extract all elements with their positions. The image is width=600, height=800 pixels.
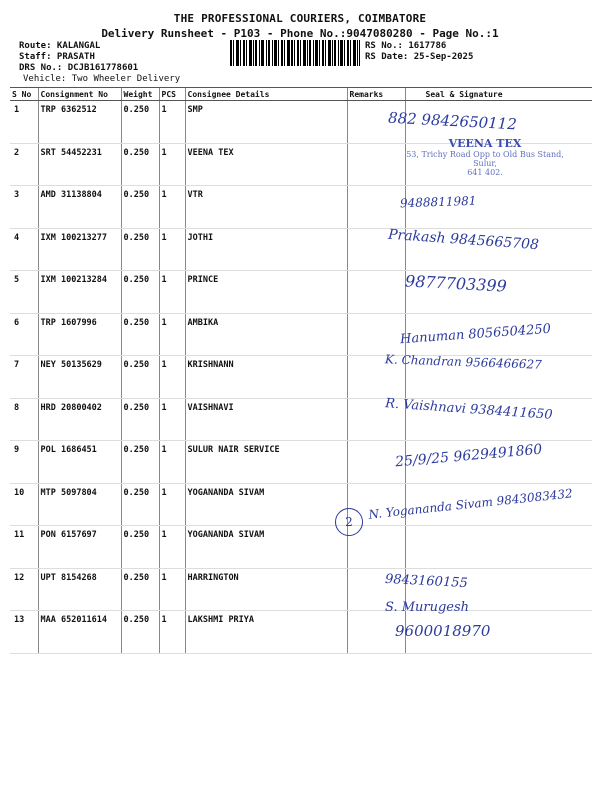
cell-pcs: 1 bbox=[159, 356, 185, 399]
cell-pcs: 1 bbox=[159, 611, 185, 654]
cell-weight: 0.250 bbox=[121, 313, 159, 356]
cell-sno: 7 bbox=[10, 356, 38, 399]
cell-pcs: 1 bbox=[159, 398, 185, 441]
signature-row-9: 25/9/25 9629491860 bbox=[394, 441, 543, 471]
cell-sno: 2 bbox=[10, 143, 38, 186]
cell-consignee: YOGANANDA SIVAM bbox=[185, 483, 347, 526]
barcode-image bbox=[230, 40, 360, 66]
cell-consignee: KRISHNANN bbox=[185, 356, 347, 399]
signature-row-7: K. Chandran 9566466627 bbox=[384, 352, 543, 372]
cell-consignee: VTR bbox=[185, 186, 347, 229]
cell-weight: 0.250 bbox=[121, 101, 159, 144]
cell-weight: 0.250 bbox=[121, 271, 159, 314]
cell-weight: 0.250 bbox=[121, 568, 159, 611]
cell-consignment: NEY 50135629 bbox=[38, 356, 121, 399]
cell-sno: 11 bbox=[10, 526, 38, 569]
cell-consignee: SULUR NAIR SERVICE bbox=[185, 441, 347, 484]
drs-number: DRS No.: DCJB161778601 bbox=[19, 63, 139, 73]
cell-consignee: VEENA TEX bbox=[185, 143, 347, 186]
signature-row-1: 882 9842650112 bbox=[387, 108, 518, 134]
table-row bbox=[10, 568, 592, 611]
cell-weight: 0.250 bbox=[121, 356, 159, 399]
stamp-name: VEENA TEX bbox=[448, 137, 522, 150]
cell-sno: 1 bbox=[10, 101, 38, 144]
cell-weight: 0.250 bbox=[121, 611, 159, 654]
cell-weight: 0.250 bbox=[121, 228, 159, 271]
cell-consignee: SMP bbox=[185, 101, 347, 144]
cell-consignment: TRP 1607996 bbox=[38, 313, 121, 356]
cell-pcs: 1 bbox=[159, 441, 185, 484]
runsheet-rows bbox=[10, 101, 592, 654]
cell-remarks bbox=[347, 186, 405, 229]
cell-pcs: 1 bbox=[159, 313, 185, 356]
cell-consignment: POL 1686451 bbox=[38, 441, 121, 484]
cell-consignee: YOGANANDA SIVAM bbox=[185, 526, 347, 569]
cell-weight: 0.250 bbox=[121, 186, 159, 229]
cell-consignment: TRP 6362512 bbox=[38, 101, 121, 144]
stamp-address-line1: 53, Trichy Road Opp to Old Bus Stand, bbox=[406, 150, 564, 159]
col-header-consignee: Consignee Details bbox=[185, 88, 347, 101]
stamp-address-line2: Sulur, bbox=[473, 159, 497, 168]
cell-consignee: VAISHNAVI bbox=[185, 398, 347, 441]
cell-consignee: JOTHI bbox=[185, 228, 347, 271]
cell-pcs: 1 bbox=[159, 228, 185, 271]
cell-consignee: PRINCE bbox=[185, 271, 347, 314]
signature-row-5: 9877703399 bbox=[404, 271, 508, 296]
signature-row-12: 9843160155 bbox=[384, 571, 469, 592]
cell-sno: 6 bbox=[10, 313, 38, 356]
cell-sno: 4 bbox=[10, 228, 38, 271]
table-row bbox=[10, 186, 592, 229]
cell-pcs: 1 bbox=[159, 568, 185, 611]
cell-pcs: 1 bbox=[159, 101, 185, 144]
cell-sno: 9 bbox=[10, 441, 38, 484]
cell-consignee: AMBIKA bbox=[185, 313, 347, 356]
cell-consignment: PON 6157697 bbox=[38, 526, 121, 569]
cell-pcs: 1 bbox=[159, 483, 185, 526]
cell-signature bbox=[405, 526, 592, 569]
col-header-weight: Weight bbox=[121, 88, 159, 101]
table-row bbox=[10, 526, 592, 569]
col-header-signature: Seal & Signature bbox=[405, 88, 592, 101]
staff-label: Staff: PRASATH bbox=[19, 52, 95, 62]
signature-row-3: 9488811981 bbox=[399, 193, 477, 211]
cell-weight: 0.250 bbox=[121, 483, 159, 526]
cell-consignment: HRD 20800402 bbox=[38, 398, 121, 441]
cell-consignment: AMD 31138804 bbox=[38, 186, 121, 229]
cell-pcs: 1 bbox=[159, 526, 185, 569]
cell-weight: 0.250 bbox=[121, 441, 159, 484]
signature-row-13: S. Murugesh bbox=[385, 600, 470, 615]
cell-sno: 8 bbox=[10, 398, 38, 441]
cell-sno: 3 bbox=[10, 186, 38, 229]
cell-consignment: IXM 100213284 bbox=[38, 271, 121, 314]
signature-row-4: Prakash 9845665708 bbox=[387, 226, 540, 254]
signature-row-6: Hanuman 8056504250 bbox=[399, 321, 552, 348]
vehicle-label: Vehicle: Two Wheeler Delivery bbox=[23, 74, 181, 84]
col-header-remarks: Remarks bbox=[347, 88, 405, 101]
cell-consignment: IXM 100213277 bbox=[38, 228, 121, 271]
col-header-pcs: PCS bbox=[159, 88, 185, 101]
col-header-sno: S No bbox=[10, 88, 38, 101]
company-title: THE PROFESSIONAL COURIERS, COIMBATORE bbox=[173, 12, 427, 25]
rs-date: RS Date: 25-Sep-2025 bbox=[365, 52, 474, 62]
cell-consignment: UPT 8154268 bbox=[38, 568, 121, 611]
table-header-row bbox=[10, 88, 592, 101]
stamp-address-line3: 641 402. bbox=[467, 168, 503, 177]
cell-remarks bbox=[347, 271, 405, 314]
circular-seal: 2 bbox=[335, 508, 363, 536]
cell-consignment: MAA 652011614 bbox=[38, 611, 121, 654]
rs-number: RS No.: 1617786 bbox=[365, 41, 447, 51]
cell-pcs: 1 bbox=[159, 186, 185, 229]
runsheet-subtitle: Delivery Runsheet - P103 - Phone No.:9047080280 - Page No.:1 bbox=[101, 27, 499, 40]
cell-sno: 10 bbox=[10, 483, 38, 526]
cell-consignment: MTP 5097804 bbox=[38, 483, 121, 526]
cell-pcs: 1 bbox=[159, 271, 185, 314]
cell-weight: 0.250 bbox=[121, 526, 159, 569]
cell-pcs: 1 bbox=[159, 143, 185, 186]
route-label: Route: KALANGAL bbox=[19, 41, 101, 51]
cell-sno: 12 bbox=[10, 568, 38, 611]
cell-weight: 0.250 bbox=[121, 143, 159, 186]
signature-row-8: R. Vaishnavi 9384411650 bbox=[384, 396, 553, 423]
cell-consignment: SRT 54452231 bbox=[38, 143, 121, 186]
veena-tex-stamp bbox=[395, 137, 575, 177]
cell-consignee: LAKSHMI PRIYA bbox=[185, 611, 347, 654]
cell-consignee: HARRINGTON bbox=[185, 568, 347, 611]
signature-row-13-phone: 9600018970 bbox=[395, 622, 491, 640]
cell-weight: 0.250 bbox=[121, 398, 159, 441]
table-row bbox=[10, 611, 592, 654]
signature-row-10-11: N. Yogananda Sivam 9843083432 bbox=[367, 486, 574, 522]
cell-remarks bbox=[347, 313, 405, 356]
col-header-consignment: Consignment No bbox=[38, 88, 121, 101]
cell-sno: 13 bbox=[10, 611, 38, 654]
cell-sno: 5 bbox=[10, 271, 38, 314]
